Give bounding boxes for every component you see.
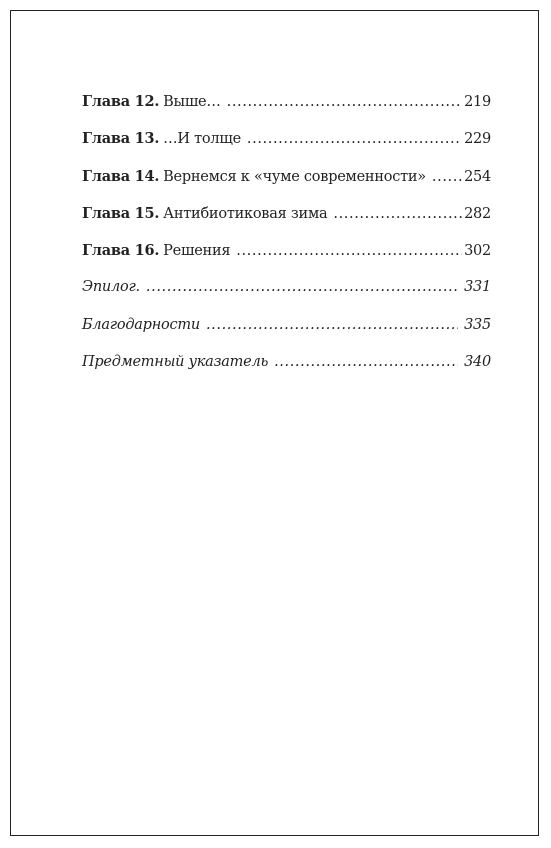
dot-leader	[206, 307, 458, 344]
page-number: 331	[464, 279, 491, 296]
dot-leader	[146, 269, 458, 306]
entry-title: Выше…	[163, 94, 221, 110]
entry-title: Предметный указатель	[82, 354, 269, 371]
dot-leader	[236, 233, 462, 270]
toc-entry-chapter-16	[82, 232, 491, 269]
page-number: 282	[464, 205, 491, 222]
dot-leader	[432, 159, 462, 196]
page-number: 219	[464, 94, 491, 110]
page-number: 302	[464, 243, 491, 260]
entry-title: Антибиотиковая зима	[163, 205, 328, 222]
entry-title: Решения	[163, 243, 231, 260]
dot-leader	[274, 344, 458, 381]
toc-entry-chapter-13	[82, 120, 491, 157]
chapter-label: Глава 12.	[82, 93, 160, 110]
table-of-contents	[82, 83, 491, 381]
dot-leader	[333, 196, 462, 233]
page-number: 229	[464, 131, 491, 148]
entry-title: Эпилог.	[82, 279, 140, 296]
entry-title: …И толще	[163, 131, 241, 148]
chapter-label: Глава 16.	[82, 242, 160, 260]
entry-title: Вернемся к «чуме современности»	[163, 168, 426, 185]
book-page	[10, 10, 539, 836]
page-number: 340	[464, 354, 491, 371]
toc-entry-epilogue	[82, 269, 491, 306]
chapter-label: Глава 13.	[82, 130, 160, 148]
toc-entry-chapter-14	[82, 158, 491, 195]
dot-leader	[227, 84, 462, 121]
page-number: 335	[464, 316, 491, 333]
toc-entry-chapter-15	[82, 195, 491, 232]
toc-entry-subject-index	[82, 344, 491, 381]
dot-leader	[247, 121, 462, 158]
toc-entry-chapter-12	[82, 83, 491, 120]
chapter-label: Глава 14.	[82, 167, 160, 185]
entry-title: Благодарности	[82, 316, 200, 333]
chapter-label: Глава 15.	[82, 204, 160, 222]
toc-entry-acknowledgements	[82, 307, 491, 344]
page-number: 254	[464, 168, 491, 185]
